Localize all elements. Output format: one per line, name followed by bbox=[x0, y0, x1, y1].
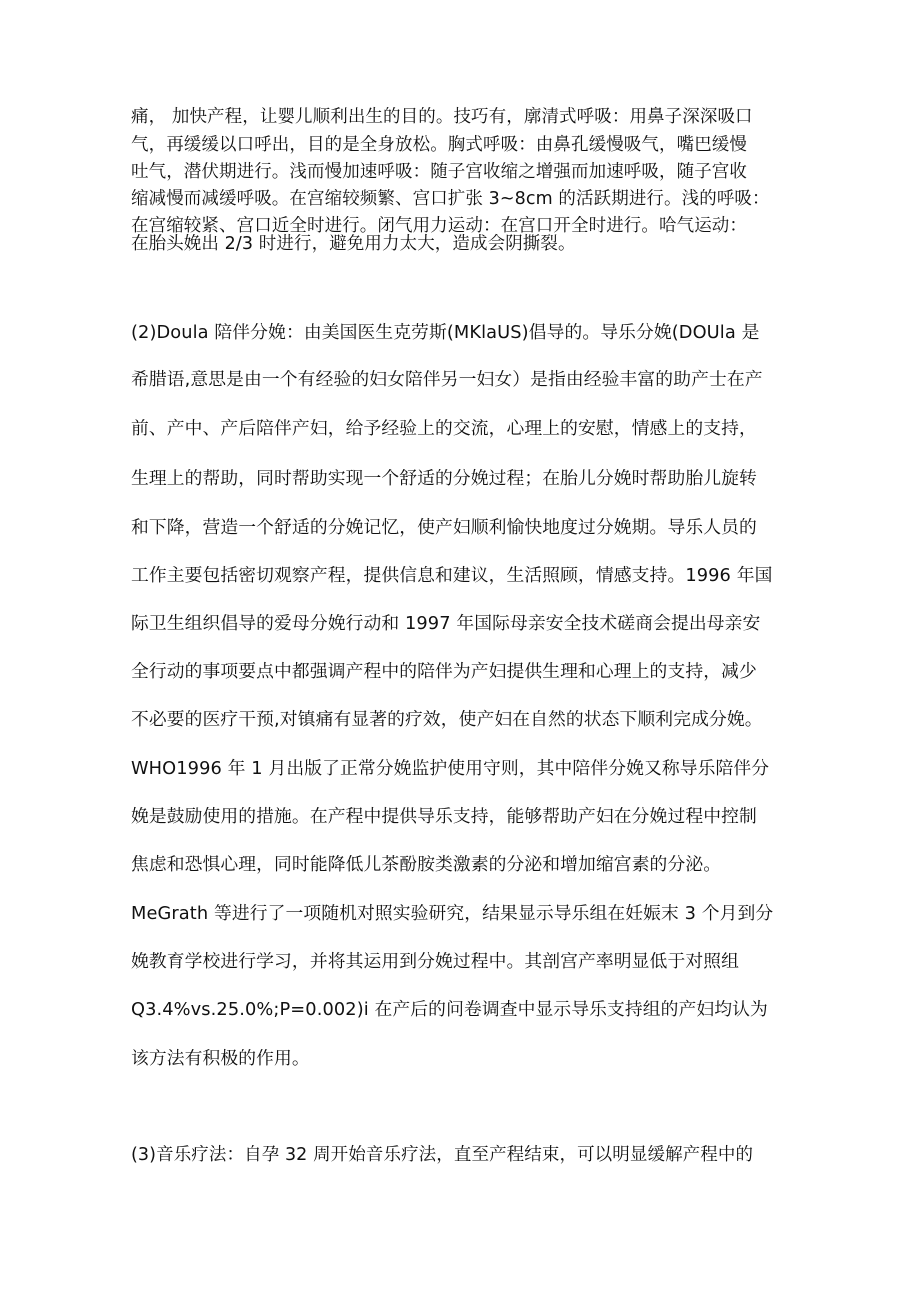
text-line: 吐气，潜伏期进行。浅而慢加速呼吸：随子宫收缩之增强而加速呼吸，随子宫收 bbox=[131, 162, 747, 182]
text-line: 前、产中、产后陪伴产妇，给予经验上的交流，心理上的安慰，情感上的支持， bbox=[131, 418, 757, 439]
text-line: 在胎头娩出 2/3 时进行，避免用力太大，造成会阴撕裂。 bbox=[131, 234, 576, 254]
text-line: Q3.4%vs.25.0%;P=0.002)i 在产后的问卷调查中显示导乐支持组的产妇均认为 bbox=[131, 999, 768, 1020]
text-line: (2)Doula 陪伴分娩：由美国医生克劳斯(MKlaUS)倡导的。导乐分娩(DOUla 是 bbox=[131, 322, 760, 343]
text-line: 娩教育学校进行学习，并将其运用到分娩过程中。其剖宫产率明显低于对照组 bbox=[131, 951, 739, 972]
text-line: 工作主要包括密切观察产程，提供信息和建议，生活照顾，情感支持。1996 年国 bbox=[131, 565, 773, 586]
text-line: 全行动的事项要点中都强调产程中的陪伴为产妇提供生理和心理上的支持，减少 bbox=[131, 661, 757, 682]
text-line: WHO1996 年 1 月出版了正常分娩监护使用守则，其中陪伴分娩又称导乐陪伴分 bbox=[131, 758, 770, 779]
text-line: 生理上的帮助，同时帮助实现一个舒适的分娩过程；在胎儿分娩时帮助胎儿旋转 bbox=[131, 468, 757, 489]
text-line: 希腊语,意思是由一个有经验的妇女陪伴另一妇女）是指由经验丰富的助产士在产 bbox=[131, 369, 763, 390]
text-line: 气，再缓缓以口呼出，目的是全身放松。胸式呼吸：由鼻孔缓慢吸气，嘴巴缓慢 bbox=[131, 135, 747, 155]
text-line: 际卫生组织倡导的爱母分娩行动和 1997 年国际母亲安全技术磋商会提出母亲安 bbox=[131, 613, 761, 634]
text-line: 在宫缩较紧、宫口近全时进行。闭气用力运动：在宫口开全时进行。哈气运动： bbox=[131, 216, 747, 236]
text-line: 焦虑和恐惧心理，同时能降低儿茶酚胺类激素的分泌和增加缩宫素的分泌。 bbox=[131, 854, 722, 875]
text-line: 不必要的医疗干预,对镇痛有显著的疗效，使产妇在自然的状态下顺利完成分娩。 bbox=[131, 709, 763, 730]
text-line: 痛， 加快产程，让婴儿顺利出生的目的。技巧有，廓清式呼吸：用鼻子深深吸口 bbox=[131, 107, 753, 127]
text-line: MeGrath 等进行了一项随机对照实验研究，结果显示导乐组在妊娠末 3 个月到分 bbox=[131, 903, 774, 924]
text-line: 该方法有积极的作用。 bbox=[131, 1048, 310, 1069]
text-line: 缩减慢而减缓呼吸。在宫缩较频繁、宫口扩张 3~8cm 的活跃期进行。浅的呼吸： bbox=[131, 189, 770, 209]
text-line: (3)音乐疗法：自孕 32 周开始音乐疗法，直至产程结束，可以明显缓解产程中的 bbox=[131, 1145, 754, 1165]
text-line: 娩是鼓励使用的措施。在产程中提供导乐支持，能够帮助产妇在分娩过程中控制 bbox=[131, 806, 757, 827]
text-line: 和下降，营造一个舒适的分娩记忆，使产妇顺利愉快地度过分娩期。导乐人员的 bbox=[131, 517, 757, 538]
